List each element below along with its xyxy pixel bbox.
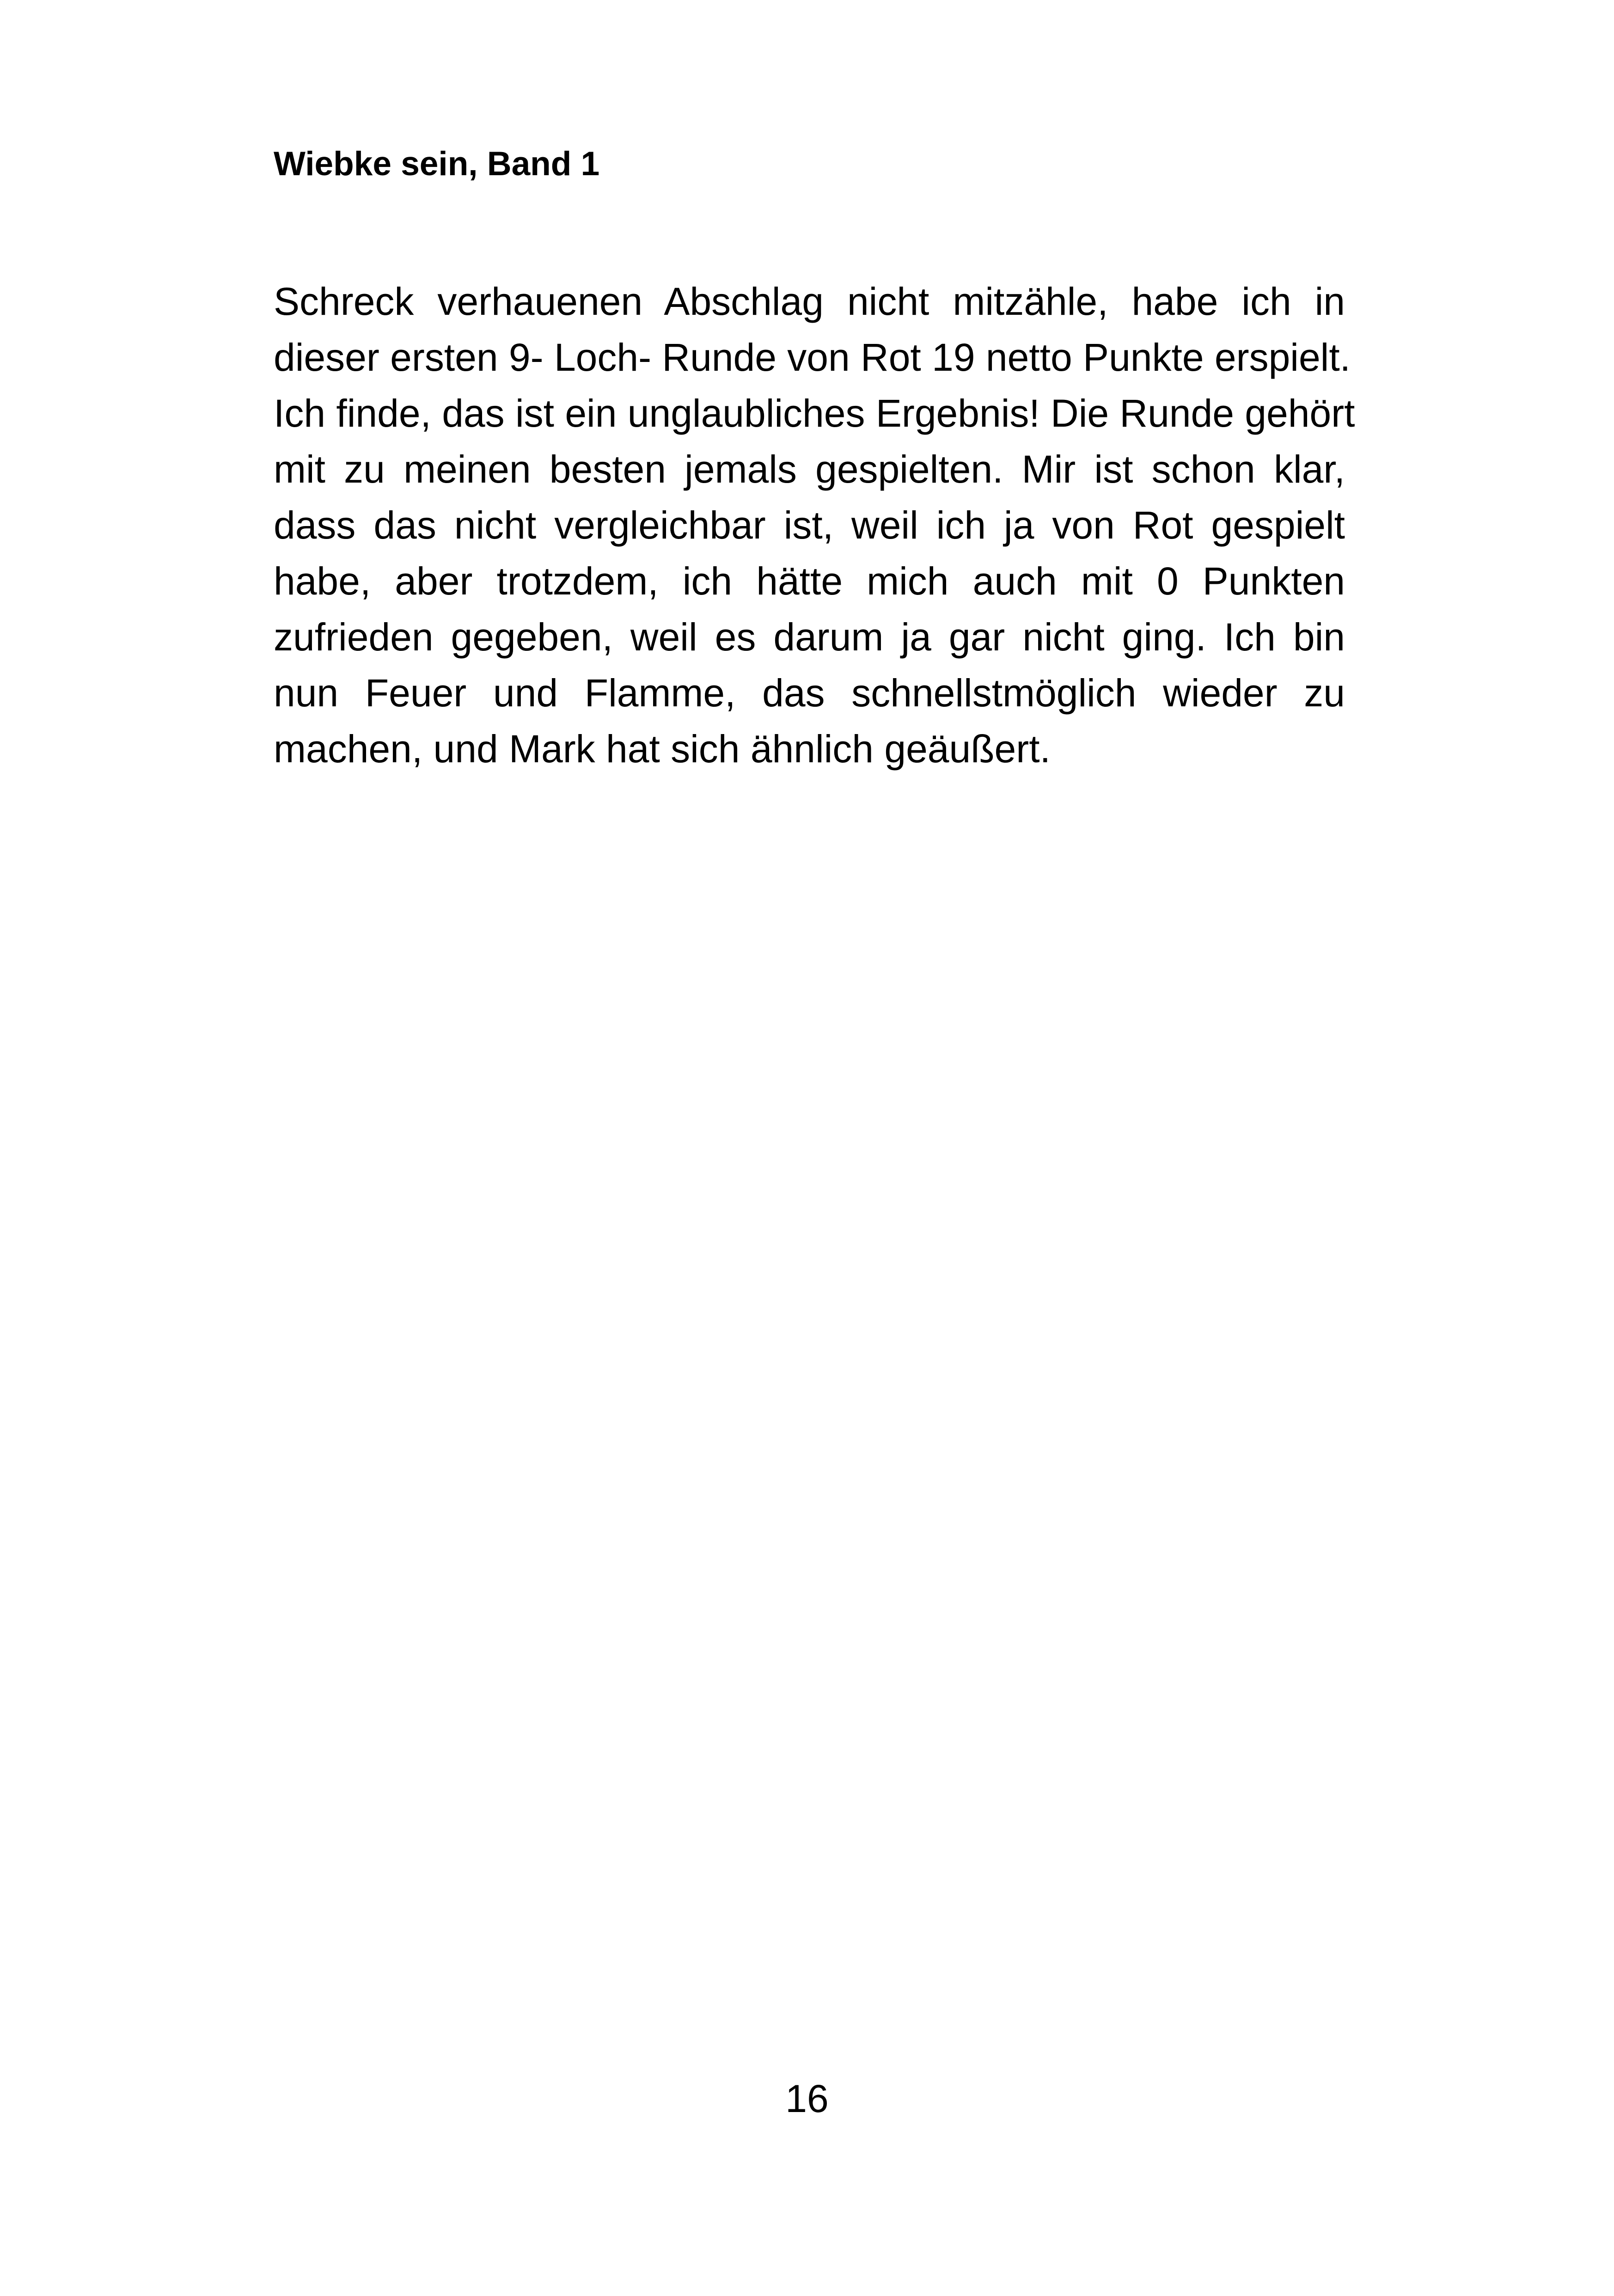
- running-header-title: Wiebke sein, Band 1: [274, 145, 600, 183]
- body-line: Ich finde, das ist ein unglaubliches Ergebnis! Die Runde gehört: [274, 392, 1355, 435]
- page-number: 16: [785, 2077, 829, 2120]
- body-line: habe, aber trotzdem, ich hätte mich auch mit 0 Punkten: [274, 559, 1345, 603]
- body-line: nun Feuer und Flamme, das schnellstmöglich wieder zu: [274, 671, 1345, 715]
- body-line: dass das nicht vergleichbar ist, weil ich ja von Rot gespielt: [274, 503, 1345, 547]
- body-line: dieser ersten 9- Loch- Runde von Rot 19 netto Punkte erspielt.: [274, 336, 1351, 379]
- body-line: zufrieden gegeben, weil es darum ja gar nicht ging. Ich bin: [274, 615, 1345, 659]
- body-line: machen, und Mark hat sich ähnlich geäußert.: [274, 727, 1051, 771]
- body-line: Schreck verhauenen Abschlag nicht mitzähle, habe ich in: [274, 280, 1345, 323]
- body-paragraph: [274, 274, 1355, 777]
- body-line: mit zu meinen besten jemals gespielten. Mir ist schon klar,: [274, 447, 1345, 491]
